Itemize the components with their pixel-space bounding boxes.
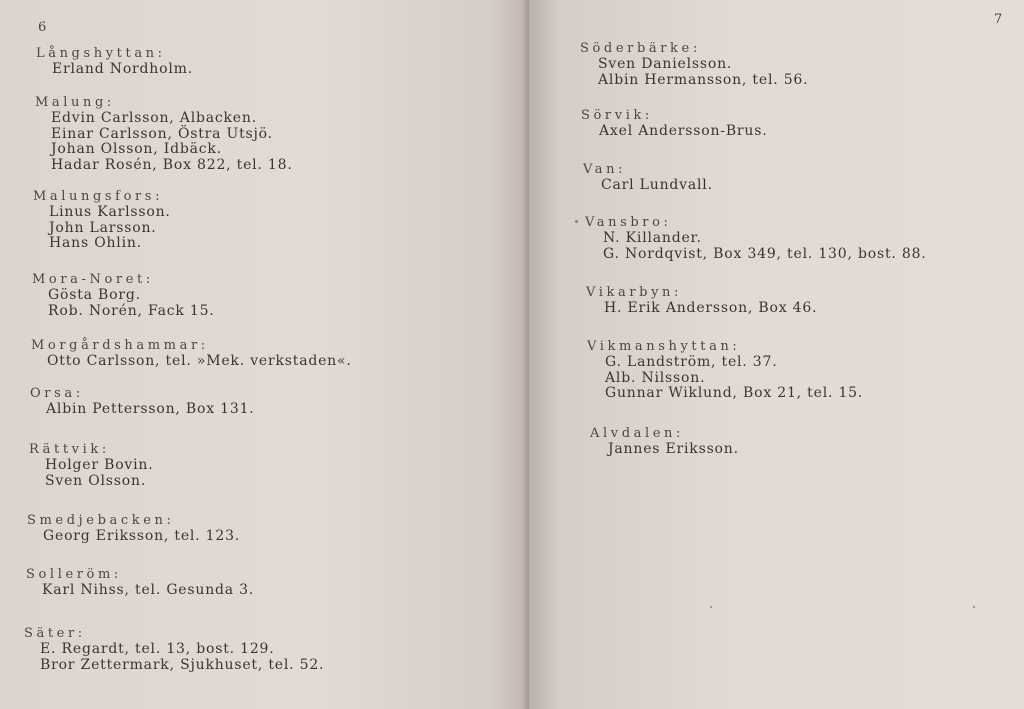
directory-entry — [586, 285, 817, 317]
directory-entry — [585, 215, 927, 262]
directory-entry — [27, 513, 240, 545]
directory-entry — [583, 162, 713, 194]
directory-entry — [587, 339, 863, 402]
person-line: Holger Bovin. — [45, 457, 154, 473]
person-line: Hans Ohlin. — [49, 235, 142, 251]
person-line: G. Landström, tel. 37. — [605, 354, 778, 370]
person-line: H. Erik Andersson, Box 46. — [604, 300, 818, 316]
person-line: N. Killander. — [603, 230, 702, 246]
place-heading: Solleröm: — [26, 567, 122, 582]
place-heading: Sörvik: — [581, 108, 653, 123]
person-line: Erland Nordholm. — [52, 61, 193, 77]
person-line: Karl Nihss, tel. Gesunda 3. — [42, 582, 255, 598]
place-heading: Långshyttan: — [36, 46, 166, 61]
person-line: Gösta Borg. — [48, 287, 141, 303]
place-heading: Malungsfors: — [33, 189, 164, 204]
person-line: John Larsson. — [49, 219, 157, 236]
person-line: Hadar Rosén, Box 822, tel. 18. — [51, 156, 293, 173]
person-line: Carl Lundvall. — [601, 177, 713, 193]
place-heading: Vikarbyn: — [586, 285, 682, 300]
page-number: 6 — [38, 20, 47, 35]
place-heading: Rättvik: — [29, 442, 110, 457]
person-line: Sven Olsson. — [45, 472, 147, 489]
place-heading: Orsa: — [30, 386, 84, 401]
directory-entry — [590, 426, 739, 458]
place-heading: Vikmanshyttan: — [587, 339, 741, 354]
directory-entry — [581, 108, 767, 140]
person-line: Albin Pettersson, Box 131. — [46, 401, 255, 417]
directory-entry — [29, 442, 153, 489]
place-heading: Smedjebacken: — [27, 513, 175, 528]
directory-entry — [580, 41, 808, 88]
directory-entry — [30, 386, 255, 418]
person-line: Georg Eriksson, tel. 123. — [43, 528, 241, 544]
directory-entry — [24, 626, 324, 673]
person-line: Otto Carlsson, tel. »Mek. verkstaden«. — [47, 353, 352, 369]
directory-entry — [32, 272, 215, 319]
place-heading: Van: — [583, 162, 627, 177]
place-heading: Vansbro: — [585, 215, 672, 230]
person-line: Axel Andersson-Brus. — [599, 123, 768, 139]
person-line: Linus Karlsson. — [49, 204, 171, 220]
person-line: E. Regardt, tel. 13, bost. 129. — [40, 641, 275, 657]
person-line: Bror Zettermark, Sjukhuset, tel. 52. — [40, 656, 325, 673]
directory-entry — [26, 567, 254, 599]
person-line: Albin Hermansson, tel. 56. — [598, 71, 809, 88]
place-heading: Morgårdshammar: — [31, 338, 209, 353]
paper-speck — [710, 606, 712, 608]
person-line: Sven Danielsson. — [598, 56, 733, 72]
person-line: Johan Olsson, Idbäck. — [51, 141, 222, 157]
place-heading: Alvdalen: — [590, 426, 684, 441]
paper-speck — [973, 606, 975, 608]
person-line: Rob. Norén, Fack 15. — [48, 302, 215, 319]
page-number: 7 — [994, 12, 1003, 27]
place-heading: Säter: — [24, 626, 86, 641]
directory-entry — [35, 95, 293, 173]
person-line: Gunnar Wiklund, Box 21, tel. 15. — [605, 385, 864, 401]
person-line: Edvin Carlsson, Albacken. — [51, 110, 257, 126]
directory-entry — [36, 46, 193, 78]
directory-entry — [33, 189, 171, 252]
person-line: Jannes Eriksson. — [608, 441, 739, 457]
person-line: Einar Carlsson, Östra Utsjö. — [51, 125, 273, 142]
right-page — [529, 0, 1024, 709]
person-line: G. Nordqvist, Box 349, tel. 130, bost. 88. — [603, 245, 927, 262]
directory-entry — [31, 338, 352, 370]
place-heading: Söderbärke: — [580, 41, 701, 56]
paper-speck — [575, 220, 578, 223]
place-heading: Mora-Noret: — [32, 272, 154, 287]
place-heading: Malung: — [35, 95, 115, 110]
person-line: Alb. Nilsson. — [605, 369, 706, 386]
